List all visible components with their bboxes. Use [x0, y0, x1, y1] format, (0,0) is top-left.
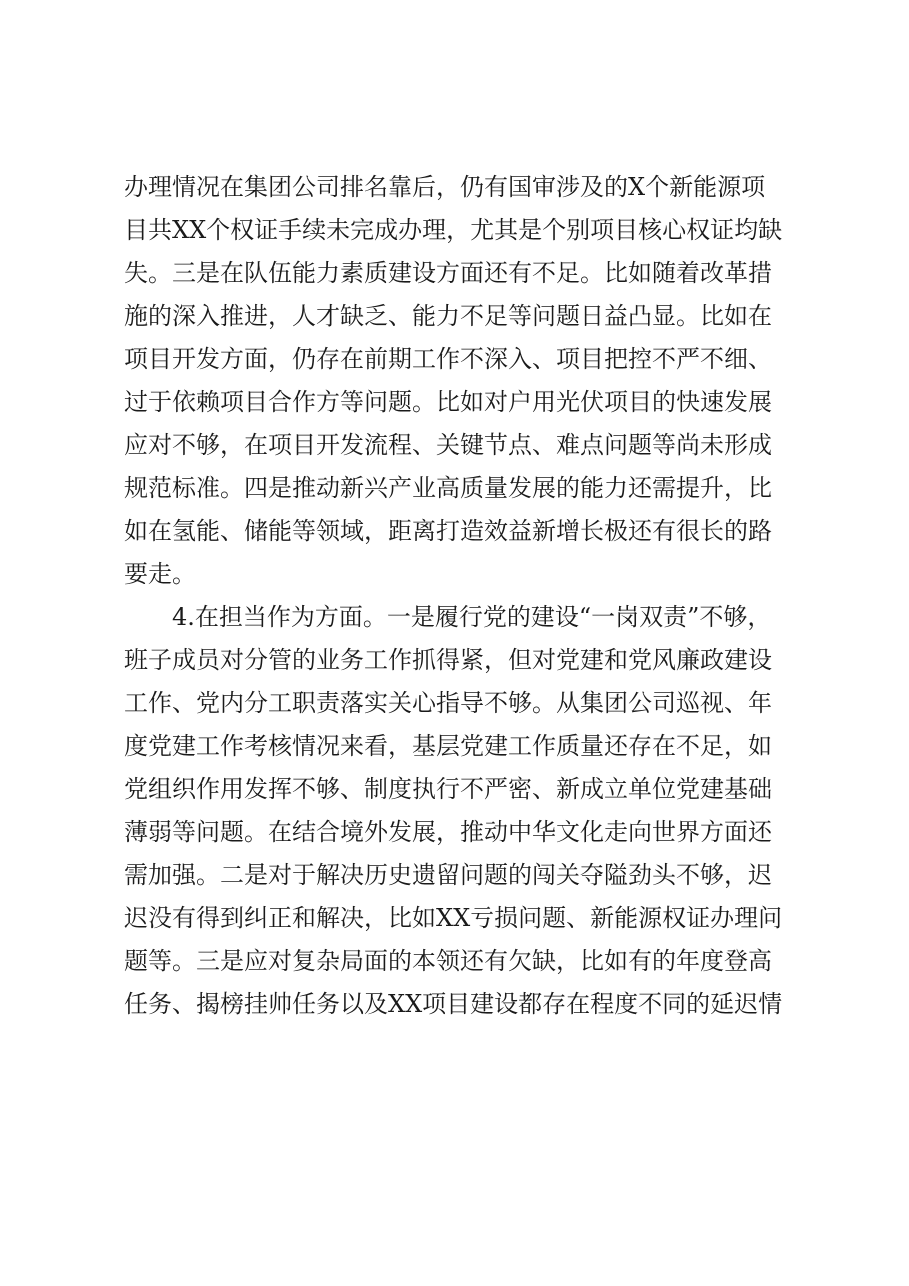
text-line: 任务、揭榜挂帅任务以及XX项目建设都存在程度不同的延迟情 [124, 990, 783, 1018]
text-line: 班子成员对分管的业务工作抓得紧，但对党建和党风廉政建设 [124, 646, 772, 674]
text-line: 目共XX个权证手续未完成办理，尤其是个别项目核心权证均缺 [124, 216, 783, 244]
text-line: 项目开发方面，仍存在前期工作不深入、项目把控不严不细、 [124, 345, 772, 373]
text-line: 需加强。二是对于解决历史遗留问题的闯关夺隘劲头不够，迟 [124, 861, 772, 889]
text-line: 题等。三是应对复杂局面的本领还有欠缺，比如有的年度登高 [124, 947, 772, 975]
text-line: 过于依赖项目合作方等问题。比如对户用光伏项目的快速发展 [124, 388, 772, 416]
section-heading-line: 4.在担当作为方面。一是履行党的建设“一岗双责”不够， [172, 603, 772, 631]
text-line: 工作、党内分工职责落实关心指导不够。从集团公司巡视、年 [124, 689, 772, 717]
text-line: 薄弱等问题。在结合境外发展，推动中华文化走向世界方面还 [124, 818, 772, 846]
text-line: 迟没有得到纠正和解决，比如XX亏损问题、新能源权证办理问 [124, 904, 783, 932]
text-line: 办理情况在集团公司排名靠后，仍有国审涉及的X个新能源项 [124, 173, 766, 201]
text-line: 如在氢能、储能等领域，距离打造效益新增长极还有很长的路 [124, 517, 772, 545]
text-line: 党组织作用发挥不够、制度执行不严密、新成立单位党建基础 [124, 775, 772, 803]
text-line: 失。三是在队伍能力素质建设方面还有不足。比如随着改革措 [124, 259, 772, 287]
text-line: 应对不够，在项目开发流程、关键节点、难点问题等尚未形成 [124, 431, 772, 459]
text-line: 施的深入推进，人才缺乏、能力不足等问题日益凸显。比如在 [124, 302, 772, 330]
text-line: 要走。 [124, 560, 196, 588]
text-line: 规范标准。四是推动新兴产业高质量发展的能力还需提升，比 [124, 474, 772, 502]
text-line: 度党建工作考核情况来看，基层党建工作质量还存在不足，如 [124, 732, 772, 760]
